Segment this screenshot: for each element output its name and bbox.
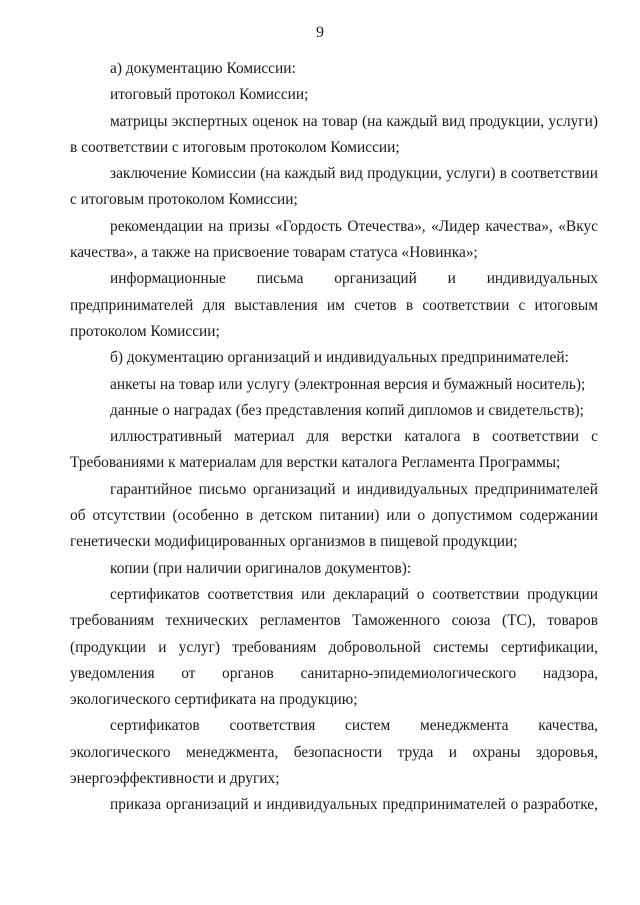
- paragraph: данные о наградах (без представления копий дипломов и свидетельств);: [110, 401, 584, 419]
- paragraph: копии (при наличии оригиналов документов):: [110, 559, 412, 577]
- paragraph: рекомендации на призы «Гордость Отечества», «Лидер качества», «Вкус качества», а также на присвоение товарам статуса «Новинка»;: [70, 217, 598, 262]
- paragraph: а) документацию Комиссии:: [110, 60, 296, 77]
- paragraph: приказа организаций и индивидуальных предпринимателей о разработке,: [110, 796, 598, 814]
- paragraph: гарантийное письмо организаций и индивидуальных предпринимателей об отсутствии (особенно в детском питании) или о допустимом содержании генетически модифицированных организмов в пищевой продукции;: [70, 480, 598, 551]
- paragraph: матрицы экспертных оценок на товар (на каждый вид продукции, услуги) в соответствии с итоговым протоколом Комиссии;: [70, 112, 598, 156]
- document-body: [70, 56, 598, 819]
- paragraph: иллюстративный материал для верстки каталога в соответствии с Требованиями к материалам для верстки каталога Регламента Программы;: [70, 428, 598, 472]
- paragraph: информационные письма организаций и индивидуальных предпринимателей для выставления им счетов в соответствии с итоговым протоколом Комиссии;: [70, 270, 598, 340]
- page-number: 9: [316, 24, 324, 41]
- paragraph: сертификатов соответствия или деклараций о соответствии продукции требованиям технических регламентов Таможенного союза (ТС), товаров (продукции и услуг) требованиям добровольной системы сертификации, уведомления от органов санитарно-эпидемиологического надзора, экологического сертификата на продукцию;: [70, 585, 598, 709]
- paragraph: анкеты на товар или услугу (электронная версия и бумажный носитель);: [110, 375, 586, 393]
- paragraph: сертификатов соответствия систем менеджмента качества, экологического менеджмента, безопасности труда и охраны здоровья, энергоэффективности и других;: [70, 717, 598, 788]
- paragraph: итоговый протокол Комиссии;: [110, 86, 309, 104]
- paragraph: б) документацию организаций и индивидуальных предпринимателей:: [110, 349, 569, 367]
- paragraph: заключение Комиссии (на каждый вид продукции, услуги) в соответствии с итоговым протоколом Комиссии;: [70, 165, 598, 209]
